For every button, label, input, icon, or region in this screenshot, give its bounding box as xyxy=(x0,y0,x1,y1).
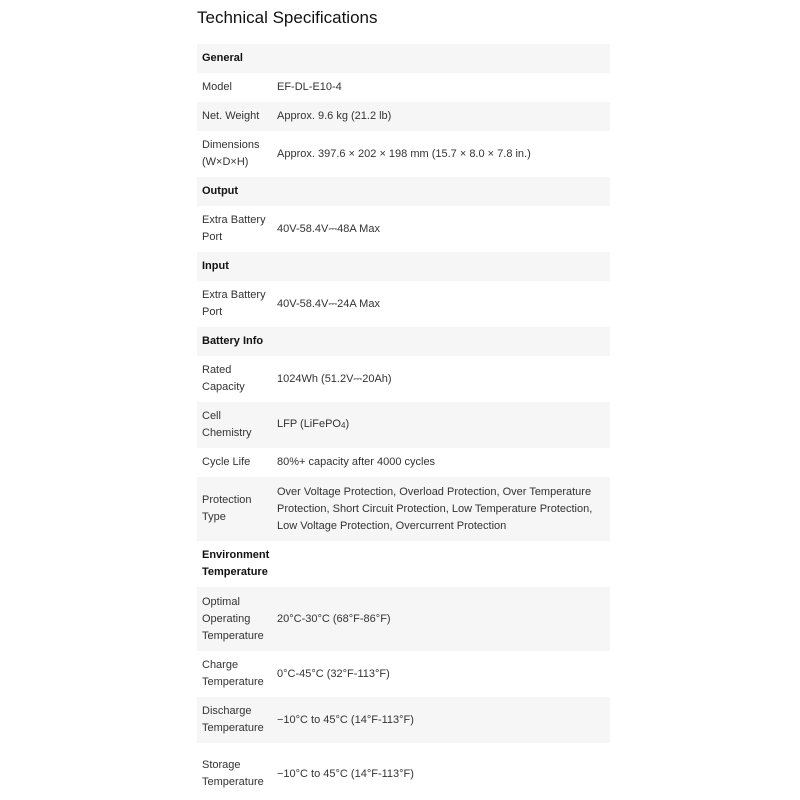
row-label-line: Discharge xyxy=(202,705,252,717)
row-label-line: Chemistry xyxy=(202,427,252,439)
section-title xyxy=(197,547,269,581)
row-label xyxy=(197,757,277,791)
row-label xyxy=(197,137,277,171)
row-label xyxy=(197,287,277,321)
row-value: Over Voltage Protection, Overload Protection, Over Temperature Protection, Short Circuit Protection, Low Temperature Protection, Low Voltage Protection, Overcurrent Protection xyxy=(277,485,593,532)
page-title: Technical Specifications xyxy=(197,8,378,27)
section-header-general xyxy=(197,44,610,73)
row-value: 40V-58.4V⎓48A Max xyxy=(277,222,380,235)
table-row-cell-chemistry xyxy=(197,402,610,448)
row-value xyxy=(277,416,610,434)
row-label-line: Storage xyxy=(202,759,241,771)
row-value: Approx. 9.6 kg (21.2 lb) xyxy=(277,110,392,122)
row-label-line: Temperature xyxy=(202,629,264,642)
chemistry-text-end: ) xyxy=(345,418,350,430)
section-title-line: Environment xyxy=(202,549,270,561)
section-title: Output xyxy=(202,185,239,197)
row-label-line: Temperature xyxy=(202,676,264,688)
table-row-charge-temperature xyxy=(197,651,610,697)
row-value: −10°C to 45°C (14°F-113°F) xyxy=(277,713,414,726)
table-row-optimal-temperature xyxy=(197,587,610,651)
table-row-discharge-temperature xyxy=(197,697,610,743)
row-value: −10°C to 45°C (14°F-113°F) xyxy=(277,767,414,780)
section-title: Battery Info xyxy=(202,335,264,347)
row-label-line: Operating xyxy=(202,612,251,625)
row-label-line: Port xyxy=(202,231,223,243)
table-row-net-weight xyxy=(197,102,610,131)
row-label: Net. Weight xyxy=(202,110,260,122)
row-label-line: Capacity xyxy=(202,381,245,393)
row-value: Approx. 397.6 × 202 × 198 mm (15.7 × 8.0 × 7.8 in.) xyxy=(277,147,531,160)
row-label-line: Protection xyxy=(202,494,252,506)
row-label: Cycle Life xyxy=(202,456,251,468)
table-row-protection-type xyxy=(197,477,610,541)
row-label: Model xyxy=(202,81,232,93)
section-header-input xyxy=(197,252,610,281)
spec-table xyxy=(197,44,610,800)
row-label xyxy=(197,212,277,246)
row-label-line: Cell xyxy=(202,410,221,422)
row-label-line: Dimensions xyxy=(202,139,260,151)
table-row-storage-temperature xyxy=(197,743,610,800)
chemistry-text: LFP (LiFePO xyxy=(277,418,341,430)
row-value: 40V-58.4V⎓24A Max xyxy=(277,297,380,310)
row-label xyxy=(197,657,277,691)
row-label-line: Extra Battery xyxy=(202,289,266,301)
row-label-line: Temperature xyxy=(202,776,264,788)
row-label xyxy=(197,362,277,396)
row-label-line: Temperature xyxy=(202,722,264,734)
row-label-line: Port xyxy=(202,306,223,318)
row-value: 1024Wh (51.2V⎓20Ah) xyxy=(277,372,392,385)
row-label-line: Charge xyxy=(202,659,239,671)
row-value: 20°C-30°C (68°F-86°F) xyxy=(277,612,391,625)
row-label-line: Type xyxy=(202,511,226,523)
section-title: General xyxy=(202,52,243,64)
row-value: EF-DL-E10-4 xyxy=(277,81,342,93)
row-label-line: Extra Battery xyxy=(202,214,266,226)
row-label-line: Rated xyxy=(202,364,232,376)
row-label-line: Optimal xyxy=(202,595,240,608)
row-value: 80%+ capacity after 4000 cycles xyxy=(277,456,436,468)
section-header-battery-info xyxy=(197,327,610,356)
table-row-input-port xyxy=(197,281,610,327)
table-row-rated-capacity xyxy=(197,356,610,402)
table-row-output-port xyxy=(197,206,610,252)
section-title-line: Temperature xyxy=(202,566,268,578)
row-value: 0°C-45°C (32°F-113°F) xyxy=(277,667,390,680)
section-header-output xyxy=(197,177,610,206)
table-row-dimensions xyxy=(197,131,610,177)
table-row-model xyxy=(197,73,610,102)
row-label xyxy=(197,408,277,442)
chemistry-subscript: 4 xyxy=(341,421,346,430)
section-header-environment-temperature xyxy=(197,541,610,587)
table-row-cycle-life xyxy=(197,448,610,477)
row-label xyxy=(197,594,277,645)
row-label-line: (W×D×H) xyxy=(202,156,249,168)
row-label xyxy=(197,492,277,526)
section-title: Input xyxy=(202,260,229,272)
row-label xyxy=(197,703,277,737)
